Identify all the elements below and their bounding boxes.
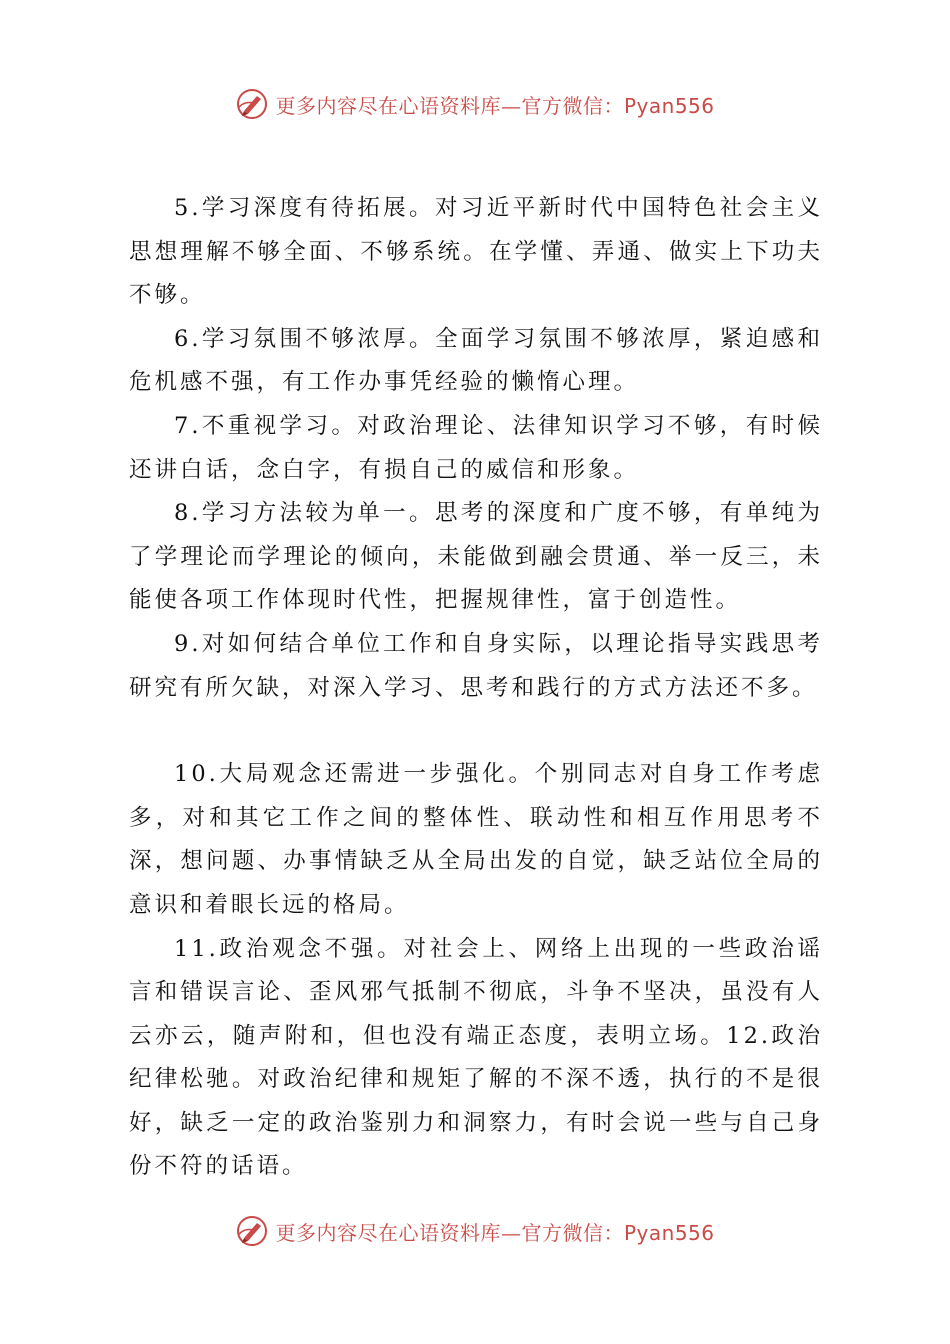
watermark-id: Pyan556 (623, 1220, 715, 1245)
watermark-id: Pyan556 (623, 93, 715, 118)
footer-watermark (0, 1209, 950, 1253)
paragraph-6: 6.学习氛围不够浓厚。全面学习氛围不够浓厚，紧迫感和危机感不强，有工作办事凭经验的懒惰心理。 (129, 325, 823, 396)
paragraph-5: 5.学习深度有待拓展。对习近平新时代中国特色社会主义思想理解不够全面、不够系统。在学懂、弄通、做实上下功夫不够。 (129, 195, 823, 309)
paragraph-10: 10.大局观念还需进一步强化。个别同志对自身工作考虑多，对和其它工作之间的整体性、联动性和相互作用思考不深，想问题、办事情缺乏从全局出发的自觉，缺乏站位全局的意识和着眼长远的格局。 (129, 761, 823, 918)
header-watermark (0, 82, 950, 126)
paragraph-7: 7.不重视学习。对政治理论、法律知识学习不够，有时候还讲白话，念白字，有损自己的威信和形象。 (129, 412, 823, 483)
document-body (129, 187, 823, 1189)
paragraph-11: 11.政治观念不强。对社会上、网络上出现的一些政治谣言和错误言论、歪风邪气抵制不彻底，斗争不坚决，虽没有人云亦云，随声附和，但也没有端正态度，表明立场。12.政治纪律松驰。对政治纪律和规矩了解的不深不透，执行的不是很好，缺乏一定的政治鉴别力和洞察力，有时会说一些与自己身份不符的话语。 (129, 935, 823, 1180)
pen-logo-icon (235, 1214, 269, 1248)
paragraph-9: 9.对如何结合单位工作和自身实际，以理论指导实践思考研究有所欠缺，对深入学习、思考和践行的方式方法还不多。 (129, 630, 823, 701)
watermark-text: 更多内容尽在心语资料库—官方微信：Pyan556 (275, 93, 715, 118)
paragraph-8: 8.学习方法较为单一。思考的深度和广度不够，有单纯为了学理论而学理论的倾向，未能做到融会贯通、举一反三，未能使各项工作体现时代性，把握规律性，富于创造性。 (129, 500, 823, 614)
watermark-text: 更多内容尽在心语资料库—官方微信：Pyan556 (275, 1220, 715, 1245)
pen-logo-icon (235, 87, 269, 121)
